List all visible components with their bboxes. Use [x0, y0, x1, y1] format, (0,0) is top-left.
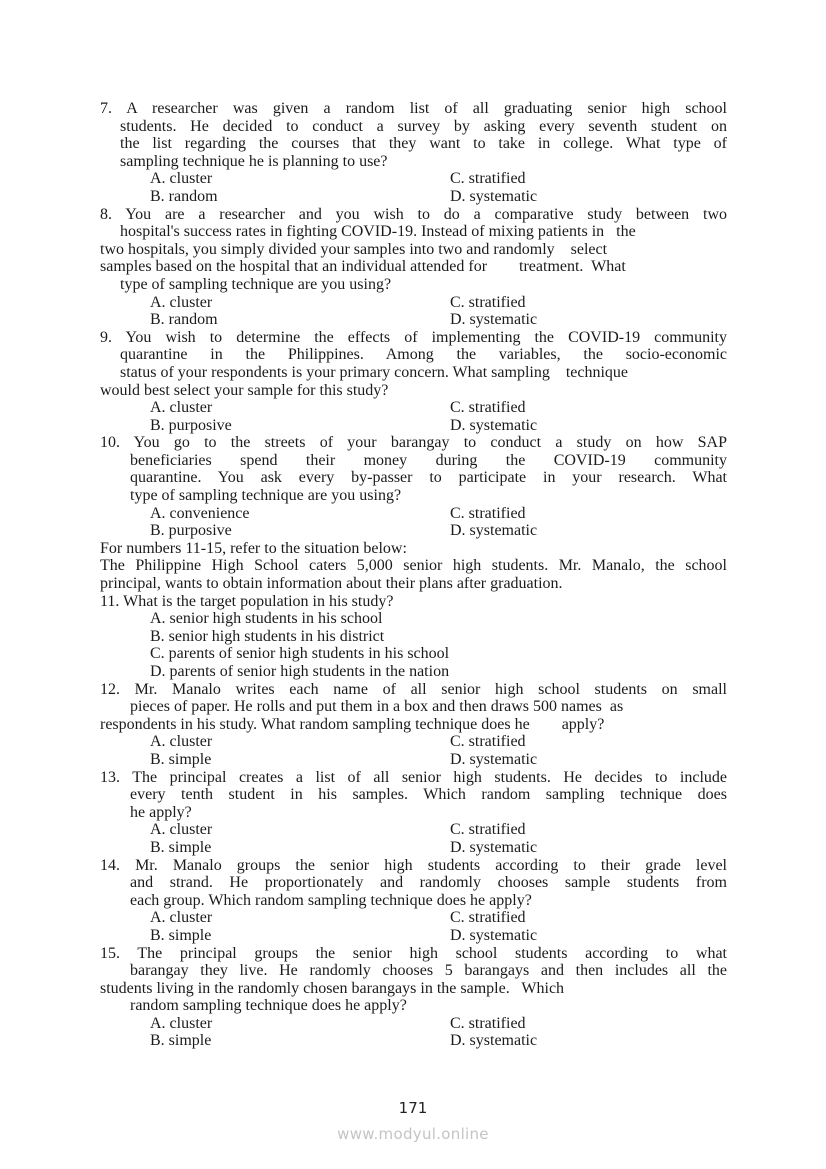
question-stem-line: 12. Mr. Manalo writes each name of all senior high school students on small [100, 680, 727, 698]
option-b: B. simple [150, 926, 212, 944]
question-stem-line: students living in the randomly chosen barangays in the sample. Which [100, 979, 565, 997]
question-stem-line: quarantine in the Philippines. Among the variables, the socio-economic [120, 346, 727, 364]
question-stem-line: every tenth student in his samples. Which random sampling technique does [130, 786, 727, 804]
option-c: C. stratified [450, 399, 526, 417]
option-c: C. stratified [450, 293, 526, 311]
question-stem-line: random sampling technique does he apply? [130, 997, 407, 1015]
option-b: B. senior high students in his district [150, 627, 385, 645]
option-c: C. stratified [450, 504, 526, 522]
options-row [100, 294, 727, 312]
options-row [100, 733, 727, 751]
question-stem-line: two hospitals, you simply divided your samples into two and randomly select [100, 240, 608, 258]
question-stem-line: pieces of paper. He rolls and put them in a box and then draws 500 names as [130, 698, 624, 716]
option-a: A. cluster [150, 293, 213, 311]
option-d: D. systematic [450, 1032, 538, 1050]
question-stem-line: status of your respondents is your primary concern. What sampling technique [120, 363, 629, 381]
question-14 [100, 857, 727, 945]
option-c: C. stratified [450, 170, 526, 188]
question-stem-line: 8. You are a researcher and you wish to do a comparative study between two [100, 205, 727, 223]
option-b: B. purposive [150, 522, 232, 540]
option-d: D. systematic [450, 750, 538, 768]
question-11 [100, 593, 727, 681]
intro-line: principal, wants to obtain information about their plans after graduation. [100, 575, 563, 593]
question-stem-line: 9. You wish to determine the effects of implementing the COVID-19 community [100, 328, 727, 346]
option-b: B. random [150, 311, 218, 329]
option-b: B. random [150, 187, 218, 205]
question-stem-line: hospital's success rates in fighting COVID-19. Instead of mixing patients in the [120, 223, 636, 241]
question-8 [100, 206, 727, 329]
question-12 [100, 681, 727, 769]
option-row [100, 645, 727, 663]
option-d: D. systematic [450, 838, 538, 856]
options-row [100, 311, 727, 329]
option-a: A. cluster [150, 821, 213, 839]
question-stem-line: and strand. He proportionately and randomly chooses sample students from [130, 874, 727, 892]
options-row [100, 927, 727, 945]
intro-line: The Philippine High School caters 5,000 senior high students. Mr. Manalo, the school [100, 557, 727, 575]
options-row [100, 522, 727, 540]
question-stem-line: 10. You go to the streets of your barangay to conduct a study on how SAP [100, 434, 727, 452]
option-d: D. systematic [450, 522, 538, 540]
option-c: C. stratified [450, 1014, 526, 1032]
options-row [100, 839, 727, 857]
question-stem-line: he apply? [130, 803, 192, 821]
option-d: D. systematic [450, 187, 538, 205]
question-9 [100, 329, 727, 435]
question-15 [100, 945, 727, 1051]
option-a: A. cluster [150, 399, 213, 417]
question-stem-line: 14. Mr. Manalo groups the senior high students according to their grade level [100, 856, 727, 874]
question-stem-line: 15. The principal groups the senior high school students according to what [100, 944, 727, 962]
option-a: A. cluster [150, 170, 213, 188]
situation-intro [100, 540, 727, 593]
intro-line: For numbers 11-15, refer to the situation below: [100, 539, 407, 557]
option-row [100, 628, 727, 646]
option-b: B. simple [150, 1032, 212, 1050]
options-row [100, 1015, 727, 1033]
option-b: B. purposive [150, 416, 232, 434]
question-13 [100, 769, 727, 857]
page-number: 171 [398, 1099, 428, 1117]
question-stem-line: sampling technique he is planning to use? [120, 152, 388, 170]
question-stem-line: samples based on the hospital that an individual attended for treatment. What [100, 258, 626, 276]
option-row [100, 610, 727, 628]
options-row [100, 909, 727, 927]
question-stem-line: type of sampling technique are you using? [130, 487, 402, 505]
options-row [100, 505, 727, 523]
question-stem-line: 11. What is the target population in his study? [100, 592, 394, 610]
question-10 [100, 434, 727, 540]
option-a: A. cluster [150, 733, 213, 751]
option-a: A. cluster [150, 909, 213, 927]
options-row [100, 1032, 727, 1050]
watermark: www.modyul.online [337, 1125, 489, 1143]
option-b: B. simple [150, 838, 212, 856]
question-stem-line: students. He decided to conduct a survey by asking every seventh student on [120, 117, 727, 135]
option-row [100, 663, 727, 681]
options-row [100, 170, 727, 188]
question-stem-line: beneficiaries spend their money during the COVID-19 community [130, 451, 727, 469]
option-a: A. convenience [150, 504, 250, 522]
option-c: C. stratified [450, 909, 526, 927]
question-7 [100, 100, 727, 206]
option-b: B. simple [150, 750, 212, 768]
options-row [100, 417, 727, 435]
option-a: A. senior high students in his school [150, 610, 383, 628]
option-c: C. stratified [450, 733, 526, 751]
options-row [100, 821, 727, 839]
question-stem-line: 7. A researcher was given a random list of all graduating senior high school [100, 100, 727, 117]
question-stem-line: barangay they live. He randomly chooses 5 barangays and then includes all the [130, 962, 727, 980]
question-stem-line: type of sampling technique are you using? [120, 275, 392, 293]
question-stem-line: 13. The principal creates a list of all senior high students. He decides to include [100, 768, 727, 786]
option-c: C. parents of senior high students in his school [150, 645, 450, 663]
option-d: D. systematic [450, 926, 538, 944]
question-stem-line: quarantine. You ask every by-passer to participate in your research. What [130, 469, 727, 487]
question-stem-line: respondents in his study. What random sampling technique does he apply? [100, 715, 605, 733]
page-content [100, 100, 727, 1050]
option-a: A. cluster [150, 1014, 213, 1032]
option-c: C. stratified [450, 821, 526, 839]
options-row [100, 188, 727, 206]
options-row [100, 399, 727, 417]
option-d: D. systematic [450, 416, 538, 434]
question-stem-line: each group. Which random sampling technique does he apply? [130, 891, 532, 909]
question-stem-line: the list regarding the courses that they want to take in college. What type of [120, 135, 727, 153]
option-d: D. systematic [450, 311, 538, 329]
options-row [100, 751, 727, 769]
question-stem-line: would best select your sample for this study? [100, 381, 389, 399]
option-d: D. parents of senior high students in the nation [150, 663, 450, 680]
